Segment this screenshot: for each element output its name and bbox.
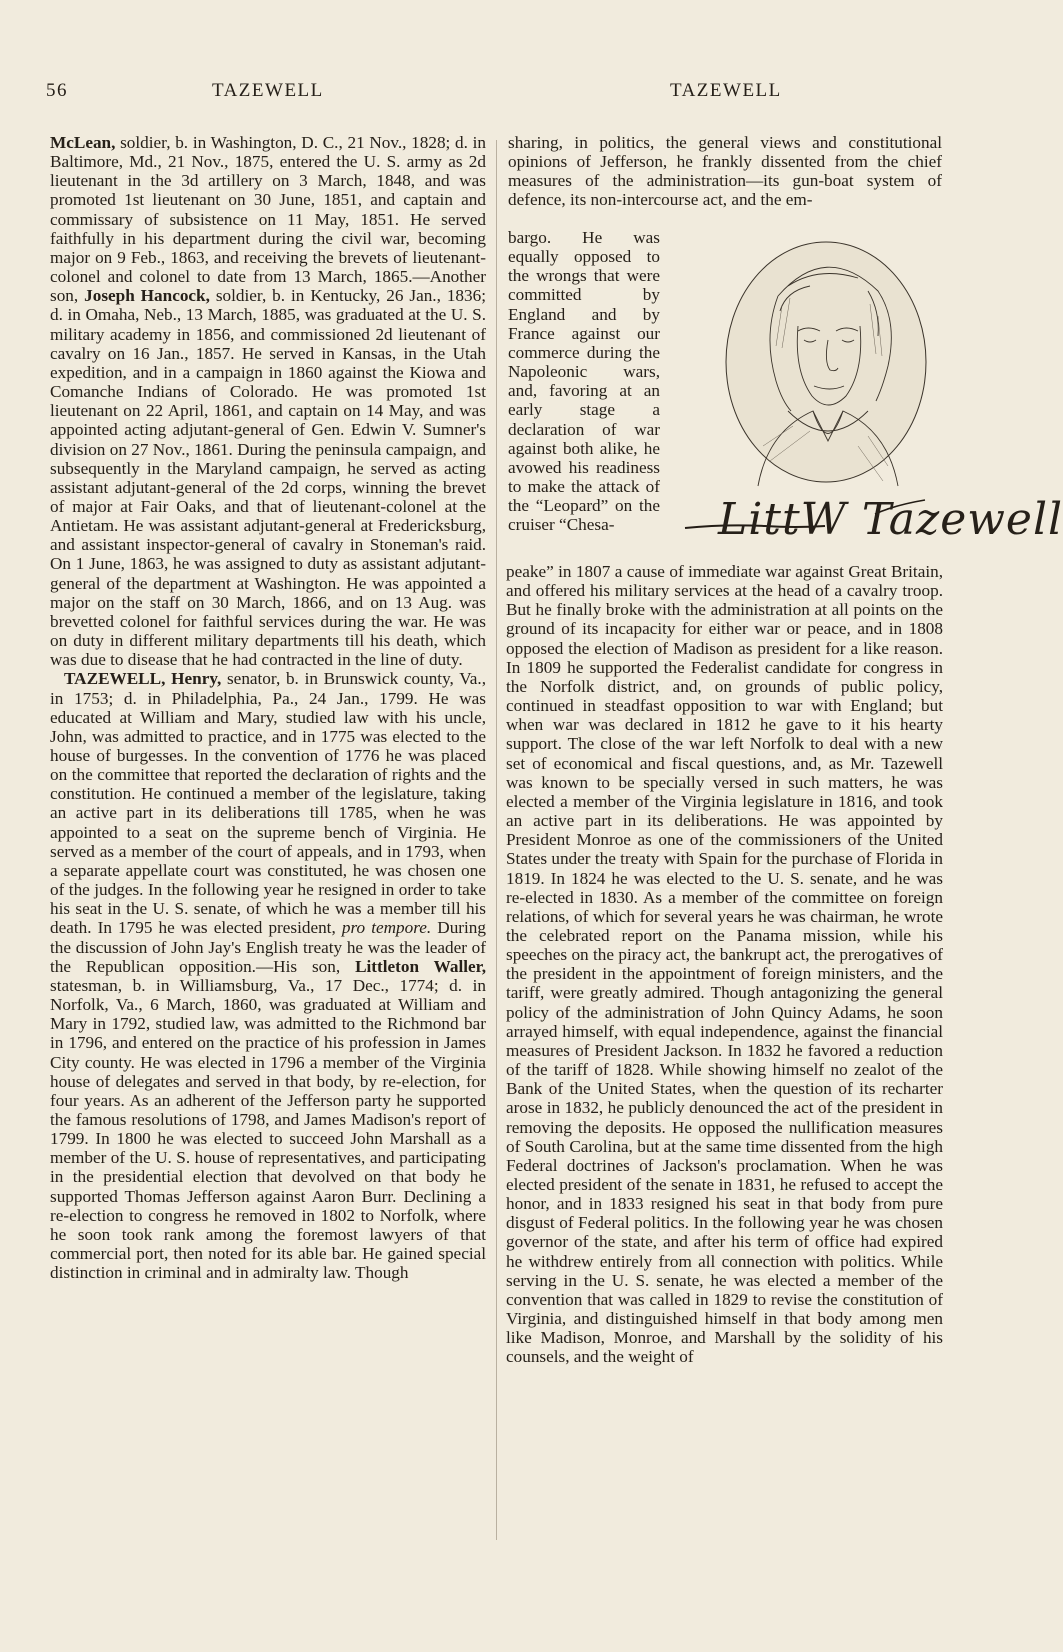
entry-name: Joseph Hancock, (84, 286, 210, 306)
running-head-left: TAZEWELL (212, 80, 324, 101)
entry-text: soldier, b. in Kentucky, 26 Jan., 1836; d. in Omaha, Neb., 13 March, 1885, was graduated at the U. S. military academy in 1856, and commissioned 2d lieutenant of cavalry on 16 Jan., 1857. He served in Kansas, in the Utah expedition, and in a campaign in 1860 against the Kiowa and Comanche Indians of Colorado. He was promoted 1st lieutenant on 22 April, 1861, and captain on 14 May, and was appointed acting adjutant-general of Gen. Edwin V. Sumner's division on 27 Nov., 1861. During the peninsula campaign, and subsequently in the Maryland campaign, he served as acting assistant adjutant-general of the 2d corps, winning the brevet of major at Fair Oaks, and that of lieutenant-colonel at the Antietam. He was assistant adjutant-general at Fredericksburg, and assistant inspector-general of cavalry in Stoneman's raid. On 1 June, 1863, he was assigned to duty as assistant adjutant-general of the department at Washington. He was appointed a major on the staff on 30 March, 1866, and on 13 Aug. was brevetted colonel for faithful services during the war. He was on duty in different military departments till his death, which was due to disease that he had contracted in the line of duty. (50, 286, 486, 670)
entry-text: statesman, b. in Williamsburg, Va., 17 Dec., 1774; d. in Norfolk, Va., 6 March, 1860, was graduated at William and Mary in 1792, studied law, was admitted to the Richmond bar in 1796, and entered on the practice of his profession in James City county. He was elected in 1796 a member of the Virginia house of delegates and served in that body, by re-election, for four years. As an adherent of the Jefferson party he supported the famous resolutions of 1798, and James Madison's report of 1799. In 1800 he was elected to succeed John Marshall as a member of the U. S. house of representatives, and participating in the presidential election that devolved on that body he supported Thomas Jefferson against Aaron Burr. Declining a re-election to congress he removed in 1802 to Norfolk, where he soon took rank among the foremost lawyers of that commercial port, then noted for its able bar. He gained special distinction in criminal and in admiralty law. Though (50, 975, 486, 1283)
entry-name: McLean, (50, 133, 116, 152)
right-column-wrapped-text: bargo. He was equally opposed to the wrongs that were committed by England and by France against our commerce during the Napoleonic wars, and, favoring at an early stage a declaration of war against both alike, he avowed his readiness to make the attack of the “Leopard” on the cruiser “Chesa- (508, 228, 660, 535)
page-number: 56 (46, 80, 68, 101)
entry-mclean (50, 133, 486, 669)
running-head-right: TAZEWELL (670, 80, 782, 101)
left-column (50, 133, 486, 1553)
entry-name: TAZEWELL, Henry, (64, 669, 222, 689)
entry-text: During the discussion of John Jay's English treaty he was the leader of the Republican opposition.—His son, (50, 918, 486, 976)
entry-name: Littleton Waller, (355, 956, 486, 976)
entry-text: soldier, b. in Washington, D. C., 21 Nov., 1828; d. in Baltimore, Md., 21 Nov., 1875, entered the U. S. army as 2d lieutenant in the 3d artillery on 3 March, 1848, and was promoted 1st lieutenant on 30 June, 1851, and captain and commissary of subsistence on 11 May, 1851. He served faithfully in his department during the civil war, becoming major on 9 Feb., 1863, and receiving the brevets of lieutenant-colonel and colonel to date from 13 March, 1865.—Another son, (50, 133, 486, 306)
signature: LittW Tazewell (718, 494, 1063, 545)
portrait-engraving (718, 236, 934, 494)
right-column-top: sharing, in politics, the general views and constitutional opinions of Jefferson, he frankly dissented from the chief measures of the administration—its gun-boat system of defence, its non-intercourse act, and the em- (508, 133, 942, 210)
right-column-bottom: peake” in 1807 a cause of immediate war against Great Britain, and offered his military services at the head of a cavalry troop. But he finally broke with the administration at all points on the ground of its incapacity for either war or peace, and in 1808 opposed the election of Madison as president for a like reason. In 1809 he supported the Federalist candidate for congress in the Norfolk district, and, on grounds of public policy, continued in steadfast opposition to war with England; but when war was declared in 1812 he gave to it his hearty support. The close of the war left Norfolk to deal with a new set of economical and fiscal questions, and, as Mr. Tazewell was known to be specially versed in such matters, he was elected a member of the Virginia legislature in 1816, and took an active part in its deliberations. He was appointed by President Monroe as one of the commissioners of the United States under the treaty with Spain for the purchase of Florida in 1819. In 1824 he was elected to the U. S. senate, and he was re-elected in 1830. As a member of the committee on foreign relations, of which for several years he was chairman, he wrote the celebrated report on the Panama mission, while his speeches on the piracy act, the bankrupt act, the prerogatives of the president in the appointment of foreign ministers, and the tariff, were greatly admired. Though antagonizing the general policy of the administration of John Quincy Adams, he soon arrayed himself, with equal independence, against the financial measures of President Jackson. In 1832 he favored a reduction of the tariff of 1828. While showing himself no zealot of the Bank of the United States, when the question of its recharter arose in 1832, he publicly denounced the act of the president in removing the deposits. He opposed the nullification measures of South Carolina, but at the same time dissented from the high Federal doctrines of Jackson's proclamation. When he was elected president of the senate in 1831, he refused to accept the honor, and in 1833 resigned his seat in that body from pure disgust of Federal politics. In the following year he was chosen governor of the state, and after his term of office had expired he withdrew entirely from all connection with politics. While serving in the U. S. senate, he was elected a member of the convention that was called in 1829 to revise the constitution of Virginia, and distinguished himself in that body among men like Madison, Monroe, and Marshall by the solidity of his counsels, and the weight of (506, 562, 943, 1367)
column-divider (496, 140, 497, 1540)
entry-italic: pro tempore. (341, 918, 432, 938)
entry-henry-tazewell (50, 669, 486, 1282)
entry-text: senator, b. in Brunswick county, Va., in 1753; d. in Philadelphia, Pa., 24 Jan., 1799. He was educated at William and Mary, studied law with his uncle, John, was admitted to practice, and in 1775 was elected to the house of burgesses. In the convention of 1776 he was placed on the committee that reported the declaration of rights and the constitution. He continued a member of the legislature, taking an active part in its deliberations till 1785, when he was appointed to a seat on the supreme bench of Virginia. He served as a member of the court of appeals, and in 1793, when a separate appellate court was constituted, he was chosen one of the judges. In the following year he resigned in order to take his seat in the U. S. senate, of which he was a member till his death. In 1795 he was elected president, (50, 669, 486, 938)
